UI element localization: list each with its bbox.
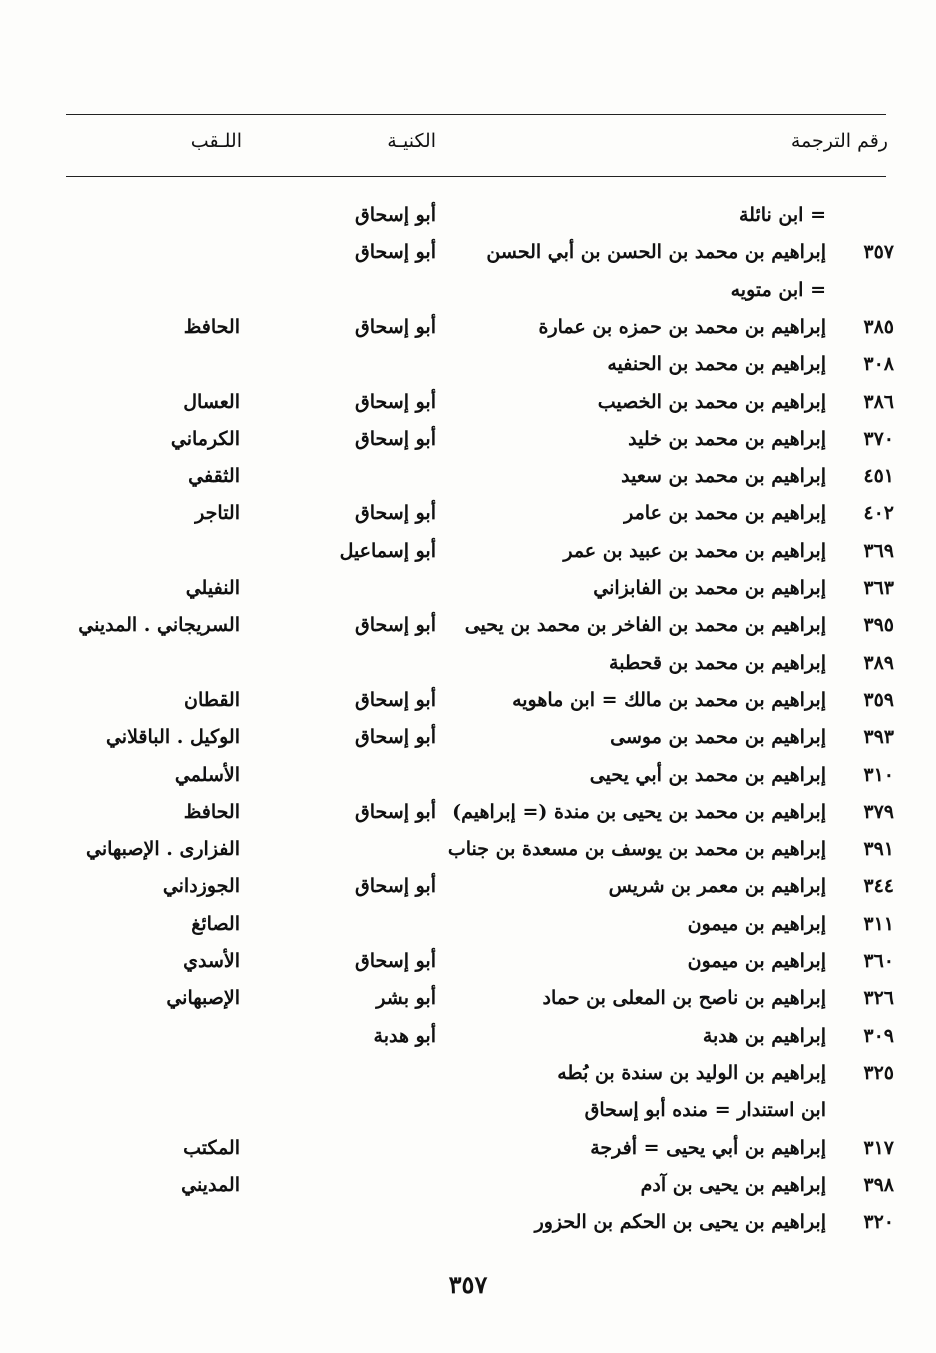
table-row — [0, 943, 936, 979]
table-row — [0, 1092, 936, 1128]
entry-number: ٣٩٣ — [863, 726, 894, 749]
entry-number: ٣١٧ — [863, 1136, 894, 1159]
entry-number: ٣٨٩ — [863, 651, 894, 674]
table-row — [0, 421, 936, 457]
entry-number: ٣٤٤ — [863, 875, 894, 898]
entry-kunya: أبو إسحاق — [355, 241, 436, 264]
entry-name: إبراهيم بن يحيى بن آدم — [640, 1173, 826, 1196]
entry-laqab: السريجاني . المديني — [78, 614, 240, 637]
entry-laqab: القطان — [183, 688, 240, 711]
entry-laqab: المديني — [181, 1173, 240, 1196]
entry-laqab: الصائغ — [191, 912, 240, 935]
table-row — [0, 309, 936, 345]
entry-laqab: الأسدي — [183, 950, 240, 972]
entry-number: ٣٠٩ — [863, 1024, 894, 1047]
table-row — [0, 607, 936, 643]
entry-name: إبراهيم بن محمد بن سعيد — [621, 465, 826, 488]
entry-laqab: الأسلمي — [174, 763, 240, 786]
entry-number: ٤٠٢ — [863, 502, 894, 525]
table-row — [0, 197, 936, 233]
entry-name: إبراهيم بن محمد بن الفاخر بن محمد بن يحيى — [464, 614, 826, 637]
header-number: رقم الترجمة — [790, 130, 888, 152]
entry-name: إبراهيم بن معمر بن شريس — [608, 875, 826, 898]
entry-number: ٣٧٩ — [863, 800, 894, 823]
entry-number: ٣٨٦ — [863, 390, 894, 413]
entry-number: ٣٥٩ — [863, 688, 894, 711]
entry-kunya: أبو إسماعيل — [339, 539, 436, 562]
entry-name: إبراهيم بن الوليد بن سندة بن بُطه — [557, 1061, 826, 1084]
header-rule — [66, 176, 886, 177]
entry-kunya: أبو إسحاق — [355, 390, 436, 413]
entry-kunya: أبو إسحاق — [355, 688, 436, 711]
entry-name: إبراهيم بن محمد بن الحنفيه — [607, 353, 826, 376]
entry-name: إبراهيم بن ميمون — [687, 912, 826, 935]
entry-number: ٣٩٨ — [863, 1173, 894, 1196]
entry-kunya: أبو إسحاق — [355, 427, 436, 450]
entry-kunya: أبو إسحاق — [355, 875, 436, 898]
entry-kunya: أبو بشر — [376, 987, 436, 1010]
table-row — [0, 346, 936, 382]
entry-laqab: التاجر — [195, 502, 240, 525]
entry-number: ٣٩١ — [863, 838, 894, 861]
table-row — [0, 234, 936, 270]
entry-laqab: الجوزداني — [162, 875, 240, 898]
entry-laqab: الكرماني — [170, 427, 240, 450]
entry-number: ٣٩٥ — [863, 614, 894, 637]
table-row — [0, 1204, 936, 1240]
table-row — [0, 570, 936, 606]
entry-name: ابن استندار = منده أبو إسحاق — [584, 1099, 826, 1122]
entry-number: ٤٥١ — [863, 465, 894, 488]
entry-name: إبراهيم بن محمد بن مالك = ابن ماهويه — [512, 688, 826, 711]
entry-name: إبراهيم بن محمد بن قحطبة — [609, 651, 826, 674]
entry-laqab: الحافظ — [183, 315, 240, 338]
entry-name: إبراهيم بن محمد بن حمزه بن عمارة — [538, 315, 826, 338]
table-row — [0, 682, 936, 718]
entry-number: ٣٠٨ — [863, 353, 894, 376]
entry-name: إبراهيم بن محمد بن موسى — [610, 726, 826, 749]
table-row — [0, 794, 936, 830]
entry-number: ٣٧٠ — [863, 427, 894, 450]
entry-number: ٣٥٧ — [863, 241, 894, 264]
entry-kunya: أبو إسحاق — [355, 502, 436, 525]
entry-laqab: الحافظ — [183, 800, 240, 823]
table-row — [0, 272, 936, 308]
table-row — [0, 868, 936, 904]
page-number: ٣٥٧ — [448, 1270, 488, 1299]
entry-laqab: الثقفي — [188, 465, 240, 488]
entry-kunya: أبو إسحاق — [355, 204, 436, 226]
entry-number: ٣٢٥ — [863, 1061, 894, 1084]
entry-name: إبراهيم بن محمد بن الحسن بن أبي الحسن — [486, 241, 826, 264]
entry-number: ٣٨٥ — [863, 315, 894, 338]
entry-number: ٣٦٣ — [863, 577, 894, 599]
table-row — [0, 831, 936, 867]
entry-number: ٣٢٠ — [863, 1211, 894, 1234]
entry-kunya: أبو إسحاق — [355, 950, 436, 972]
entry-kunya: أبو إسحاق — [355, 614, 436, 637]
entry-name: = ابن نائلة — [738, 204, 826, 226]
entry-kunya: أبو إسحاق — [355, 726, 436, 749]
entry-number: ٣٦٩ — [863, 539, 894, 562]
table-row — [0, 980, 936, 1016]
entry-name: إبراهيم بن محمد بن عبيد بن عمر — [563, 539, 826, 562]
table-row — [0, 645, 936, 681]
table-row — [0, 719, 936, 755]
entry-name: إبراهيم بن محمد بن الفابزاني — [593, 577, 826, 599]
table-row — [0, 1055, 936, 1091]
entry-name: إبراهيم بن محمد بن عامر — [624, 502, 826, 525]
entry-number: ٣٢٦ — [863, 987, 894, 1010]
table-row — [0, 533, 936, 569]
entry-name: إبراهيم بن محمد بن يحيى بن مندة (= إبراهيم) — [452, 800, 826, 823]
table-row — [0, 1167, 936, 1203]
header-laqab: اللـقب — [190, 130, 242, 152]
table-row — [0, 458, 936, 494]
table-row — [0, 906, 936, 942]
table-row — [0, 757, 936, 793]
header-kunya: الكنيـة — [387, 130, 436, 152]
entry-name: إبراهيم بن ميمون — [687, 950, 826, 972]
entry-kunya: أبو إسحاق — [355, 800, 436, 823]
entry-number: ٣١٠ — [863, 763, 894, 786]
top-rule — [66, 114, 886, 115]
table-row — [0, 384, 936, 420]
entry-kunya: أبو إسحاق — [355, 315, 436, 338]
entry-number: ٣٦٠ — [863, 950, 894, 972]
table-row — [0, 1130, 936, 1166]
entry-name: إبراهيم بن محمد بن خليد — [628, 427, 826, 450]
entry-name: إبراهيم بن محمد بن أبي يحيى — [589, 763, 826, 786]
table-row — [0, 495, 936, 531]
entry-name: إبراهيم بن أبي يحيى = أفرجة — [590, 1136, 826, 1159]
entry-number: ٣١١ — [863, 912, 894, 935]
entry-name: إبراهيم بن هدبة — [702, 1024, 826, 1047]
entry-laqab: الفزارى . الإصبهاني — [86, 838, 240, 861]
entry-name: إبراهيم بن يحيى بن الحكم بن الحزور — [534, 1211, 826, 1234]
entry-name: إبراهيم بن محمد بن الخصيب — [597, 390, 826, 413]
entry-laqab: العسال — [183, 390, 240, 413]
entry-laqab: المكتب — [183, 1136, 240, 1159]
entry-laqab: الإصبهاني — [166, 987, 240, 1010]
table-row — [0, 1018, 936, 1054]
entry-name: إبراهيم بن محمد بن يوسف بن مسعدة بن جناب — [447, 838, 826, 861]
entry-laqab: النفيلي — [185, 577, 240, 599]
entry-name: إبراهيم بن ناصح بن المعلى بن حماد — [542, 987, 826, 1010]
entry-laqab: الوكيل . الباقلاني — [105, 726, 240, 749]
entry-name: = ابن متويه — [730, 278, 826, 301]
entry-kunya: أبو هدبة — [373, 1024, 436, 1047]
